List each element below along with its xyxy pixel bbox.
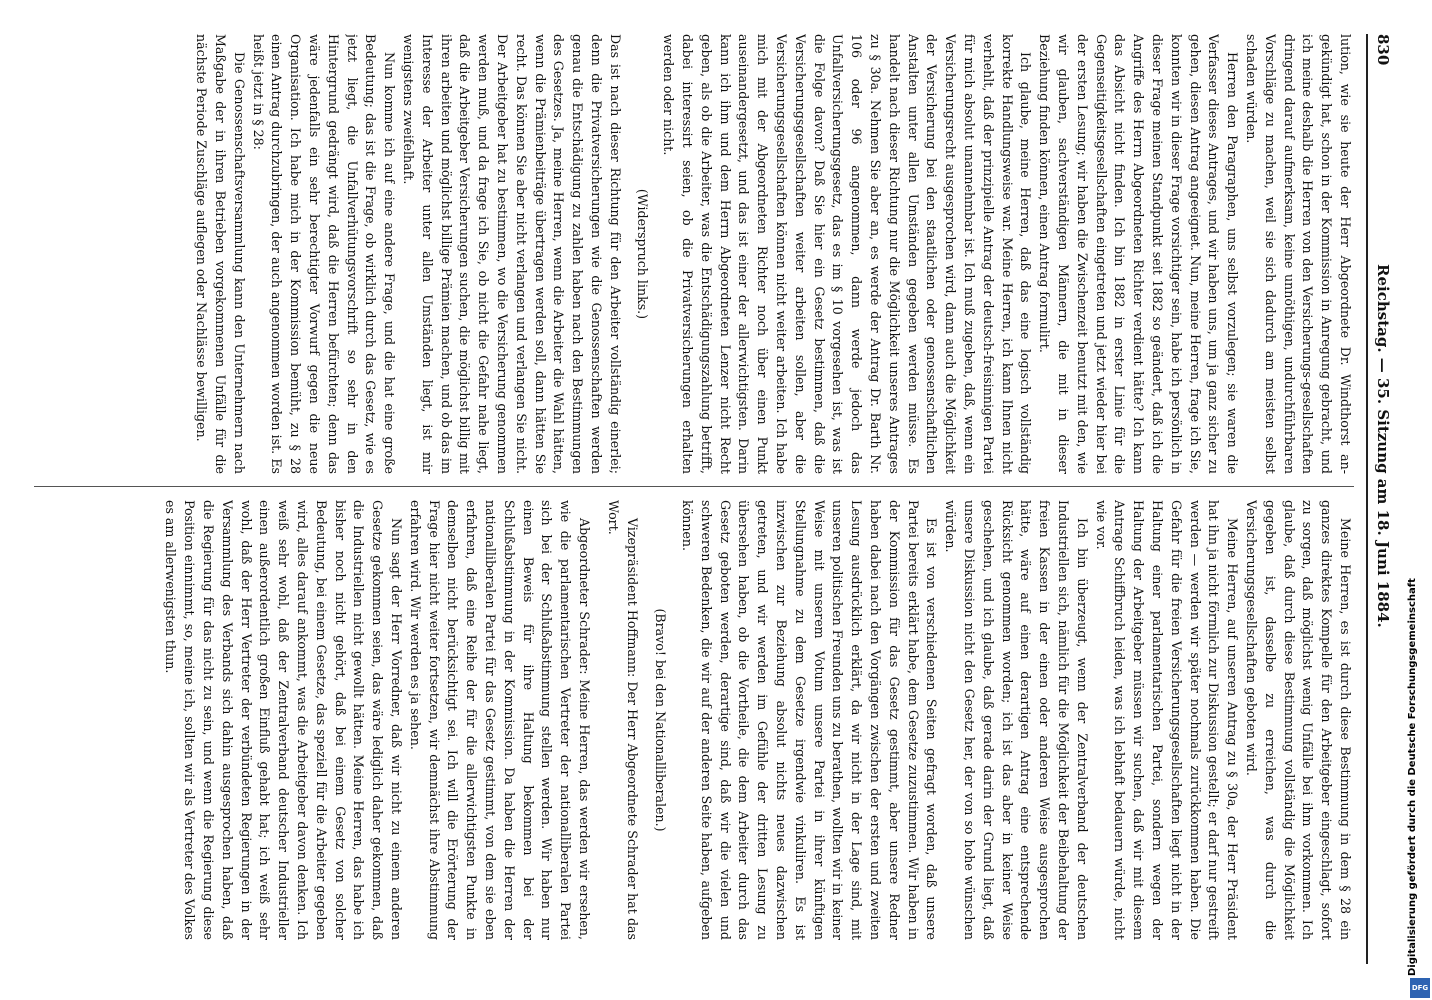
paragraph: Meine Herren, auf unseren Antrag zu § 30a, der Herr Präsident hat ihn ja nicht förmlich zur Diskussion gestellt; er darf nur gestreift werden — werden wir später nochmals zurückkommen haben. Die Gefahr für die freien Versicherungsgesellschaften liegt nicht in der Haltung einer parlamentarischen Partei, sondern wegen der Haltung der Arbeitgeber müssen wir suchen, daß wir mit diesem Antrage Schiffbruch leiden, was ich lebhaft bedauern würde, nicht wie vor. [1093, 500, 1241, 940]
credit-text: Digitalisierung gefördert durch die Deutsche Forschungsgemeinschaft [1407, 578, 1418, 976]
running-head: Reichstag. — 35. Sitzung am 18. Juni 1884. [1374, 264, 1392, 628]
interjection: (Bravo! bei den Nationalliberalen.) [653, 608, 669, 832]
paragraph: Meine Herren, es ist durch diese Bestimmung in dem § 28 ein ganzes direktes Kompelle für den Arbeitgeber eingeschlagt, sofort zu sorgen, daß möglichst wenig Unfälle bei ihm vorkommen. Ich glaube, daß durch diese Bestimmung vollständig die Möglichkeit gegeben ist, dasselbe zu erreichen, was durch die Versicherungsgesellschaften geboten wird. [1244, 500, 1353, 940]
left-column [24, 34, 1354, 474]
page-number: 830 [1374, 34, 1392, 66]
header-rule [1366, 34, 1368, 964]
column-divider [34, 486, 1354, 487]
paragraph: Das ist nach dieser Richtung für den Arbeiter vollständig einerlei; denn die Privatversicherungen wie die Genossenschaften werden genau die Entschädigung zu zahlen haben nach den Bestimmungen des Gesetzes. Ja, meine Herren, wenn die Arbeiter die Wahl hätten, wenn die Prämienbeiträge übertragen werden soll, dann hätten Sie recht. Das können Sie aber nicht verlangen und verlangen Sie nicht. Der Arbeitgeber hat zu bestimmen, wo die Versicherung genommen werden muß, und da frage ich Sie, ob nicht die Gefahr nahe liegt, daß die Arbeitgeber Versicherungen suchen, die möglichst billig mit ihren arbeiten und möglichst billige Prämien machen, und ob das im Interesse der Arbeiter unter allen Umständen liegt, ist mir wenigstens zweifelhaft. [400, 34, 623, 474]
interjection: (Widerspruch links.) [634, 188, 650, 320]
paragraph: Nun sagt der Herr Vorredner, daß wir nicht zu einem anderen Gesetze gekommen seien, das wäre lediglich daher gekommen, daß die Industriellen nicht gewollt hätten. Meine Herren, das habe ich bisher noch nicht gehört, daß bei einem Gesetz von solcher Bedeutung, bei einem Gesetze, das speziell für die Arbeiter gegeben wird, alles darauf ankommt, was die Arbeitgeber davon denken. Ich weiß sehr wohl, daß der Zentralverband deutscher Industrieller einen außerordentlich großen Einfluß gehabt hat; ich weiß sehr wohl, daß der Herr Vertreter der verbündeten Regierungen in der Versammlung des Verbands sich dahin ausgesprochen haben, daß die Regierung für das nicht zu sein, und wenn die Regierung diese Position einnimmt, so, meine ich, sollten wir als Vertreter des Volkes es am allerwenigsten thun. [163, 500, 404, 940]
paragraph: Ich bin überzeugt, wenn der Zentralverband der deutschen Industriellen sich, nämlich für die Möglichkeit der Beibehaltung der freien Kassen in der einen oder anderen Weise ausgesprochen hätte, wäre auf einen derartigen Antrag eine entsprechende Rücksicht genommen worden; ich ist das aber in keiner Weise geschehen, und ich glaube, daß gerade darin der Grund liegt, daß unsere Diskussion nicht den Gesetz her, der von so hohe wünschen würden. [943, 500, 1090, 940]
quoted-clause: Die Genossenschaftsversammlung kann den Unternehmern nach Maßgabe der in ihren Betrieben vorgekommenen Unfälle für die nächste Periode Zuschläge auflegen oder Nachlässe bewilligen. [194, 34, 247, 474]
right-column [24, 500, 1354, 940]
speaker-paragraph: Vizepräsident Hoffmann: Der Herr Abgeordnete Schrader hat das Wort. [605, 500, 640, 940]
paragraph: Nun komme ich auf eine andere Frage, und die hat eine große Bedeutung; das ist die Frage, ob wirklich durch das Gesetz, wie es jetzt liegt, die Unfallverhütungsvorschrift so sehr in den Hintergrund gedrängt wird, daß die Herren befürchten; denn das wäre jedenfalls ein sehr berechtigter Vorwurf gegen die neue Organisation. Ich habe mich in der Kommission bemüht, zu § 28 einen Antrag durchzubringen, der auch angenommen worden ist. Es heißt jetzt in § 28: [250, 34, 398, 474]
paragraph: lution, wie sie heute der Herr Abgeordnete Dr. Windthorst an-gekündigt hat, schon in der Kommission in Anregung gebracht, und ich meine deshalb die Herren von den Versicherungs-gesellschaften dringend darauf aufmerksam, keine unnöthigen, undurchführbaren Vorschläge zu machen, weil sie sich dadurch am meisten selbst schaden würden. [1244, 34, 1353, 474]
speaker-paragraph: Abgeordneter Schrader: Meine Herren, das werden wir ersehen, wie die parlamentarischen Vertreter der nationalliberalen Partei sich bei der Schlußabstimmung stellen werden. Wir haben nur einen Beweis für ihre Haltung bekommen bei der Schlußabstimmung in der Kommission. Da haben die Herren der nationalliberalen Partei für das Gesetz gestimmt, von dem sie eben erfahren, daß eine Reihe der für die allerwichtigsten Punkte in demselben nicht berücksichtigt sei. Ich will die Erörterung der Frage hier nicht weiter fortsetzen, wir demnächst ihre Abstimmung erfahren wird. Wir werden es ja sehen. [407, 500, 592, 940]
dfg-logo-icon: DFG [1410, 978, 1430, 998]
paragraph: Ich glaube, meine Herren, daß das eine logisch vollständig korrekte Handlungsweise war. Meine Herren, ich kann Ihnen nicht verhehlt, daß der prinzipielle Antrag der deutsch-freisinnigen Partei für mich absolut unannehmbar ist. Ich muß zugeben, daß, wenn ein Versicherungsrecht ausgesprochen wird, dann auch die Möglichkeit der Versicherung bei den staatlichen oder genossenschaftlichen Anstalten unter allen Umständen gegeben werden müsse. Es handelt nach dieser Richtung nur die Möglichkeit unseres Antrages zu § 30a. Nehmen Sie aber an, es werde der Antrag Dr. Barth Nr. 106 oder 96 angenommen, dann werde jedoch das Unfallversicherungsgesetz, das es im § 10 vorgesehen ist, was ist die Folge davon? Daß Sie hier ein Gesetz bestimmen, daß die Versicherungsgesellschaften weiter arbeiten sollen, aber die Versicherungsgesellschaften können nicht weiter arbeiten. Ich habe mich mit der Abgeordneten Richter noch über einen Punkt auseinandergesetzt, und das ist einer der allerwichtigsten. Darin kann ich ihm und dem Herrn Abgeordneten Lenzer nicht Recht geben, als ob die Arbeiter, was die Entschädigungszahlung betrifft, dabei interessirt seien, ob die Privatversicherungen erhalten werden oder nicht. [661, 34, 1034, 474]
digitization-credit [1407, 0, 1428, 1000]
paragraph: Es ist von verschiedenen Seiten gefragt worden, daß unsere Partei bereits erklärt habe, dem Gesetze zuzustimmen. Wir haben in der Kommission für das Gesetz gestimmt, aber unsere Redner haben dabei nach den Vorgängen zwischen der ersten und zweiten Lesung ausdrücklich erklärt, da wir nicht in der Lage sind, mit unseren politischen Freunden uns zu berathen, wollten wir in keiner Weise mit unserem Votum unsere Partei in ihrer künftigen Stellungnahme zu dem Gesetze irgendwie vinkuliren. Es ist inzwischen zur Beziehung absolut nichts neues dazwischen getreten, und wir werden im Gefühle der dritten Lesung zu übersehen haben, ob die Vortheile, die dem Arbeiter durch das Gesetz geboten werden, derartige sind, daß wir die vielen und schweren Bedenken, die wir auf der anderen Seite haben, aufgeben können. [680, 500, 940, 940]
paragraph: Herren den Paragraphen, uns selbst vorzulegen; sie waren die Verfasser dieses Antrages, und wir haben uns, um ja ganz sicher zu gehen, diesen Antrag angeeignet. Nun, meine Herren, frage ich Sie, konnten wir in dieser Frage vorsichtiger sein, habe ich persönlich in dieser Frage meinen Standpunkt seit 1882 so geändert, daß ich die Angriffe des Herrn Abgeordneten Richter verdient hätte? Ich kann das Absicht nicht finden. Ich bin 1882 in erster Linie für die Gegenseitigkeitsgesellschaften eingetreten und jetzt wieder hier bei der ersten Lesung; wir haben die Zwischenzeit benutzt mit den, wie wir glauben, sachverständigen Männern, die mit in dieser Beziehung finden können, einen Antrag formulirt. [1037, 34, 1241, 474]
page-header [1370, 34, 1396, 964]
